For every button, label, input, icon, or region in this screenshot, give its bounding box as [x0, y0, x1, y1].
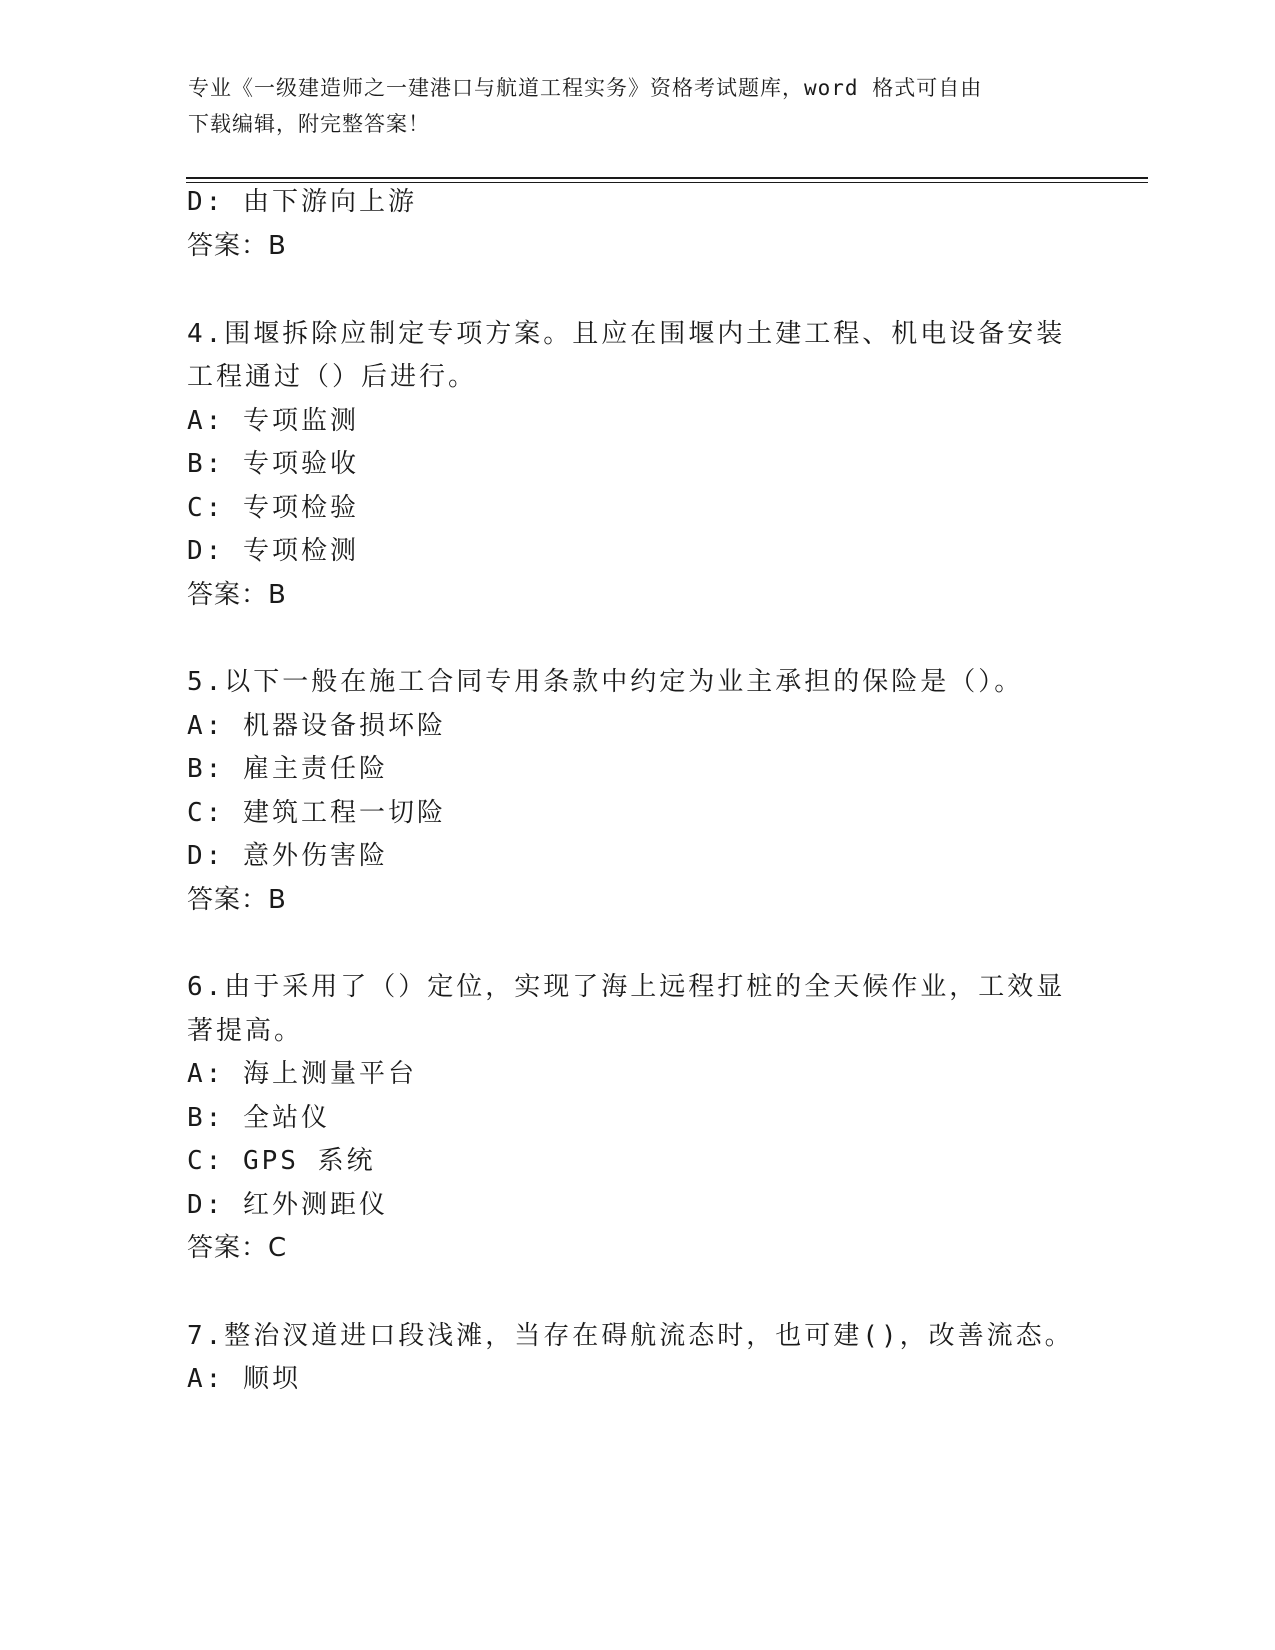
page-header	[188, 70, 1068, 142]
q4-option-c: C: 专项检验	[187, 493, 359, 523]
q6-option-c: C: GPS 系统	[187, 1146, 376, 1176]
q7-stem-line-1: 7.整治汊道进口段浅滩，当存在碍航流态时，也可建()，改善流态。	[187, 1321, 1074, 1351]
header-rule-thin	[186, 182, 1148, 183]
q6-option-b: B: 全站仪	[187, 1103, 330, 1133]
q4-stem-line-1: 4.围堰拆除应制定专项方案。且应在围堰内土建工程、机电设备安装	[187, 319, 1066, 349]
q6-option-d: D: 红外测距仪	[187, 1190, 388, 1220]
header-rule-thick	[186, 177, 1148, 179]
q5-stem-line-1: 5.以下一般在施工合同专用条款中约定为业主承担的保险是（）。	[187, 667, 1024, 697]
q6-stem-line-1: 6.由于采用了（）定位，实现了海上远程打桩的全天候作业，工效显	[187, 972, 1066, 1002]
q6-option-a: A: 海上测量平台	[187, 1059, 417, 1089]
header-line-1: 专业《一级建造师之一建港口与航道工程实务》资格考试题库，word 格式可自由	[188, 76, 983, 100]
q4-option-d: D: 专项检测	[187, 536, 359, 566]
header-line-2: 下载编辑，附完整答案！	[188, 112, 430, 136]
q5-answer: 答案：B	[187, 885, 287, 915]
q5-option-a: A: 机器设备损坏险	[187, 711, 446, 741]
q7-option-a: A: 顺坝	[187, 1364, 301, 1394]
q3-option-d: D: 由下游向上游	[187, 187, 417, 217]
q5-option-d: D: 意外伤害险	[187, 841, 388, 871]
q5-option-c: C: 建筑工程一切险	[187, 798, 446, 828]
q4-answer: 答案：B	[187, 580, 287, 610]
q3-answer: 答案：B	[187, 231, 287, 261]
q6-stem-line-2: 著提高。	[187, 1016, 304, 1046]
q4-option-a: A: 专项监测	[187, 406, 359, 436]
q6-answer: 答案：C	[187, 1233, 288, 1263]
q4-stem-line-2: 工程通过（）后进行。	[187, 362, 478, 392]
q5-option-b: B: 雇主责任险	[187, 754, 388, 784]
q4-option-b: B: 专项验收	[187, 449, 359, 479]
